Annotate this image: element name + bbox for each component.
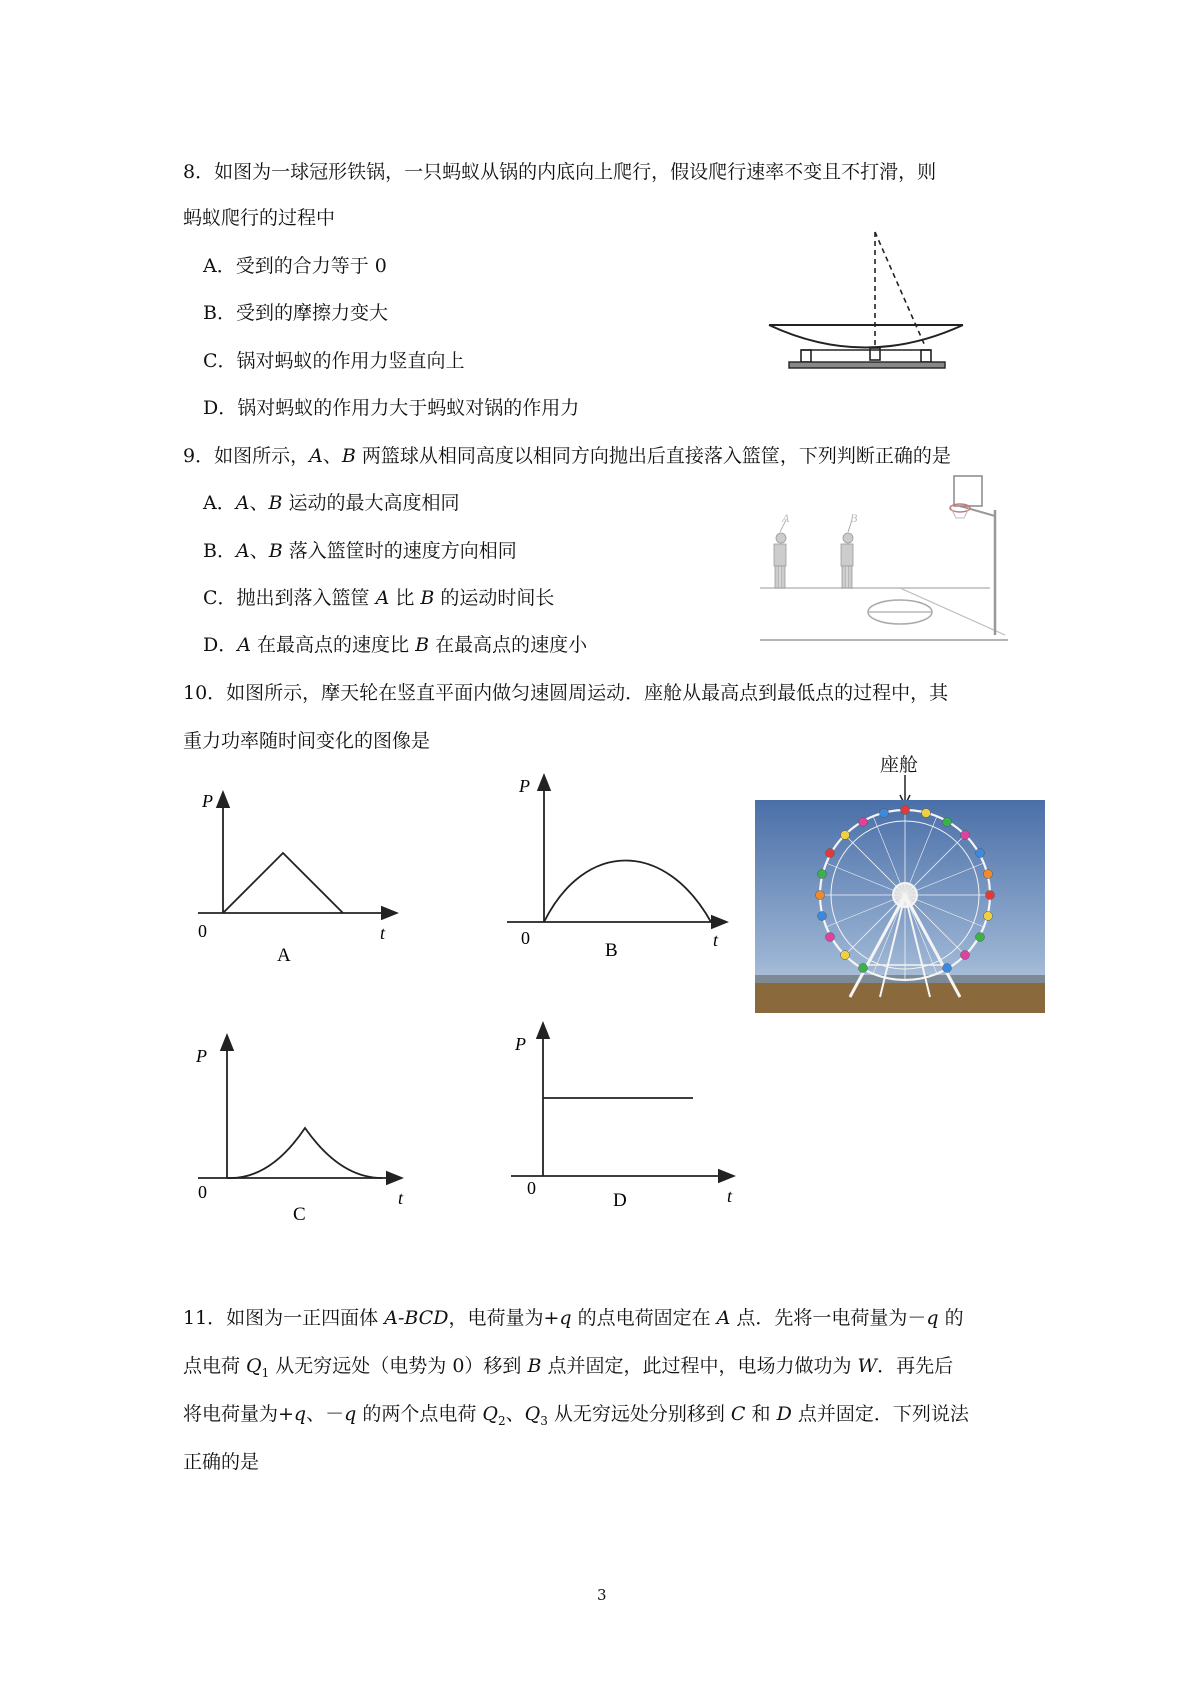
opt-mid: 、 (249, 540, 269, 562)
opt-pre: C．抛出到落入篮筐 (203, 587, 376, 609)
math: B (527, 1355, 542, 1377)
q10-stem-line-1: 10．如图所示，摩天轮在竖直平面内做匀速圆周运动．座舱从最高点到最低点的过程中，其 (183, 682, 949, 704)
text: ．再先后 (877, 1355, 954, 1377)
y-axis-label: P (519, 776, 530, 796)
q10-graph-b (495, 770, 740, 965)
q8-option-b: B．受到的摩擦力变大 (203, 302, 388, 324)
opt-post: 落入篮筐时的速度方向相同 (282, 540, 517, 562)
q9-basketball-figure (760, 470, 1015, 650)
math: Q (524, 1403, 541, 1425)
opt-var: A (235, 540, 250, 562)
math: q (926, 1307, 939, 1329)
q9-photo-label-b: B (850, 511, 858, 525)
text: 从无穷远处（电势为 0）移到 (269, 1355, 528, 1377)
q9-option-c (203, 583, 554, 610)
opt-var: B (268, 540, 283, 562)
x-axis-label: t (380, 923, 386, 943)
graph-name: B (605, 940, 618, 961)
text: 点．先将一电荷量为－ (730, 1307, 927, 1329)
origin-label: 0 (198, 1182, 207, 1202)
math: q (344, 1403, 357, 1425)
text: 点并固定，此过程中，电场力做功为 (541, 1355, 858, 1377)
opt-pre: A． (203, 492, 236, 514)
opt-post: 在最高点的速度小 (429, 634, 588, 656)
math: C (730, 1403, 746, 1425)
q8-stem-line-2: 蚂蚁爬行的过程中 (183, 207, 336, 229)
graph-name: A (277, 945, 291, 966)
math: A (716, 1307, 731, 1329)
q10-ferris-wheel-photo (755, 775, 1045, 1013)
opt-var: A (235, 492, 250, 514)
q9-option-a (203, 488, 460, 515)
text: ，电荷量为+ (448, 1307, 560, 1329)
q9-stem-rest: 两篮球从相同高度以相同方向抛出后直接落入篮筐，下列判断正确的是 (355, 445, 951, 467)
opt-var: A (237, 634, 251, 656)
text: 点电荷 (183, 1355, 247, 1377)
opt-mid: 比 (389, 587, 421, 609)
q11-line-1 (183, 1303, 964, 1330)
math: D (776, 1403, 792, 1425)
q8-option-a: A．受到的合力等于 0 (203, 255, 387, 277)
q8-option-c: C．锅对蚂蚁的作用力竖直向上 (203, 350, 465, 372)
x-axis-label: t (727, 1186, 733, 1206)
origin-label: 0 (521, 928, 530, 948)
y-axis-label: P (202, 791, 213, 811)
text: 的点电荷固定在 (571, 1307, 717, 1329)
x-axis-label: t (398, 1188, 404, 1208)
opt-var: B (420, 587, 435, 609)
text: 从无穷远处分别移到 (547, 1403, 731, 1425)
graph-name: D (613, 1190, 627, 1211)
text: 、－ (306, 1403, 345, 1425)
q9-stem-a: A (309, 445, 323, 467)
opt-var: A (375, 587, 390, 609)
q9-photo-label-a: A (782, 511, 790, 525)
text: 和 (745, 1403, 777, 1425)
q9-stem-sep: 、 (322, 445, 342, 467)
y-axis-label: P (515, 1034, 526, 1054)
q10-graph-c (190, 1030, 415, 1230)
math: Q (482, 1403, 498, 1425)
opt-mid: 、 (249, 492, 269, 514)
q8-stem-line-1: 8．如图为一球冠形铁锅，一只蚂蚁从锅的内底向上爬行，假设爬行速率不变且不打滑，则 (183, 161, 937, 183)
power-curve (544, 861, 711, 923)
q11-line-2 (183, 1351, 953, 1380)
math: Q (246, 1355, 262, 1377)
math-subscript: 1 (261, 1365, 270, 1380)
text: 点并固定．下列说法 (791, 1403, 969, 1425)
math-subscript: 3 (540, 1413, 548, 1428)
q10-cabin-label: 座舱 (880, 754, 919, 776)
text: 的两个点电荷 (356, 1403, 483, 1425)
opt-var: B (268, 492, 283, 514)
q9-stem-num: 9．如图所示， (183, 445, 310, 467)
q10-stem-line-2: 重力功率随时间变化的图像是 (183, 730, 431, 752)
math: W (857, 1355, 878, 1377)
q9-option-d (203, 630, 587, 657)
q10-graph-a (190, 785, 415, 975)
power-curve (227, 1128, 382, 1178)
text: 的 (938, 1307, 964, 1329)
q11-line-3 (183, 1399, 969, 1428)
math: q (293, 1403, 307, 1425)
math: A-BCD (384, 1307, 449, 1329)
text: 将电荷量为+ (183, 1403, 294, 1425)
opt-mid: 在最高点的速度比 (250, 634, 416, 656)
q8-option-d: D．锅对蚂蚁的作用力大于蚂蚁对锅的作用力 (203, 397, 580, 419)
opt-pre: B． (203, 540, 236, 562)
math-subscript: 2 (497, 1413, 506, 1428)
q9-stem-b: B (341, 445, 356, 467)
x-axis-label: t (713, 930, 719, 950)
graph-name: C (293, 1204, 306, 1225)
q11-line-4: 正确的是 (183, 1451, 260, 1473)
opt-var: B (415, 634, 430, 656)
math: q (559, 1307, 572, 1329)
opt-post: 运动的最大高度相同 (282, 492, 460, 514)
q8-pot-figure (765, 228, 970, 376)
opt-post: 的运动时间长 (434, 587, 555, 609)
text: 、 (505, 1403, 525, 1425)
q9-option-b (203, 536, 517, 563)
opt-pre: D． (203, 634, 238, 656)
q9-stem (183, 441, 951, 468)
q10-graph-d (505, 1020, 750, 1220)
origin-label: 0 (527, 1178, 536, 1198)
y-axis-label: P (196, 1046, 207, 1066)
text: 11．如图为一正四面体 (183, 1307, 385, 1329)
origin-label: 0 (198, 921, 207, 941)
power-curve (223, 853, 343, 913)
page-number: 3 (597, 1586, 607, 1604)
